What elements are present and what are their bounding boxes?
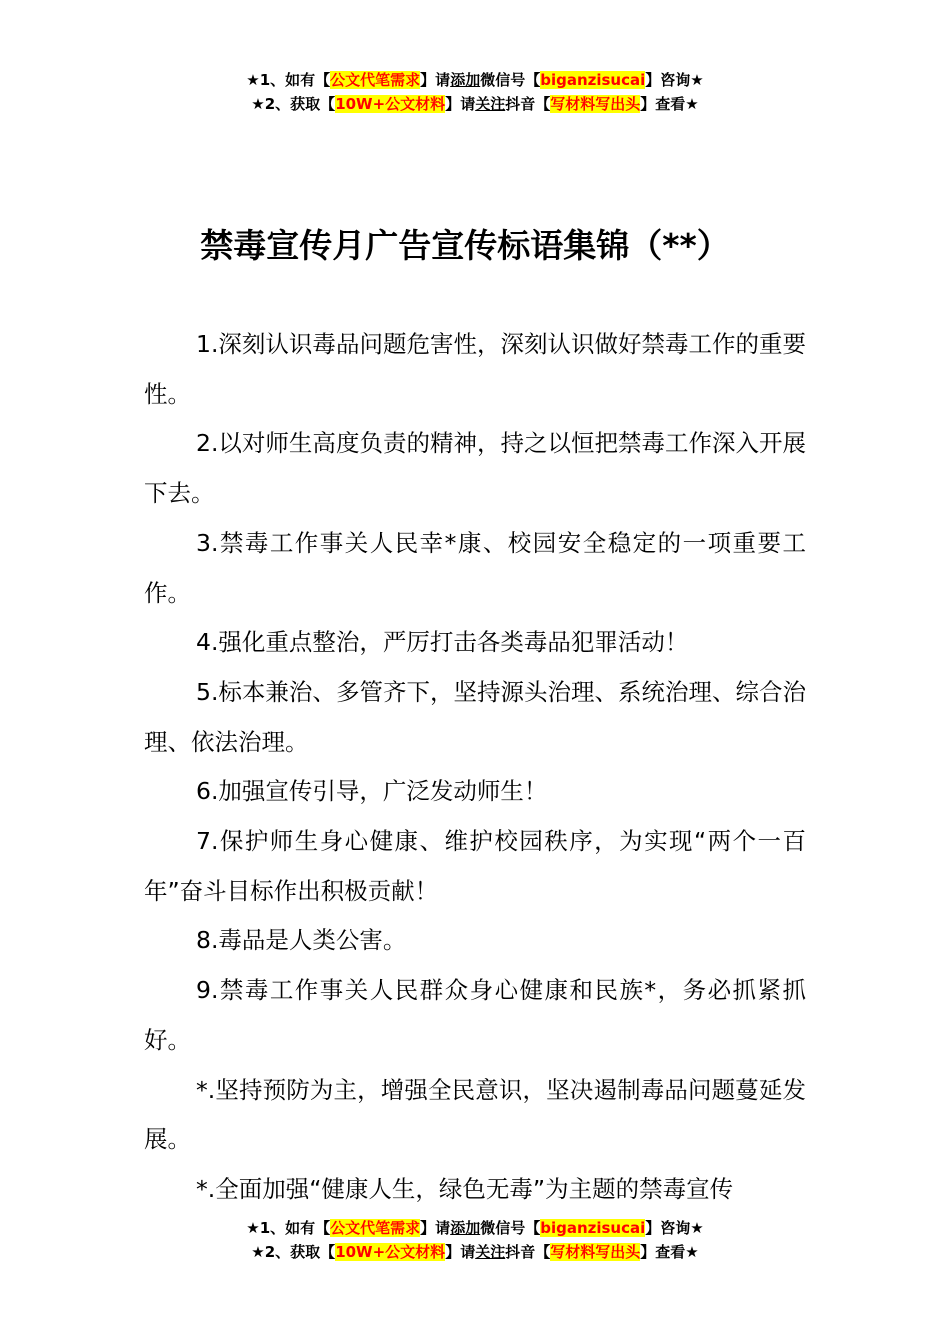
highlight-materials: 10W+公文材料 [335,95,446,113]
document-body [144,320,806,1215]
highlight-materials: 10W+公文材料 [335,1243,446,1261]
highlight-service: 公文代笔需求 [330,71,421,89]
paragraph-1: 1.深刻认识毒品问题危害性，深刻认识做好禁毒工作的重要性。 [144,330,806,408]
banner-line-2 [0,1240,950,1264]
highlight-douyin-account: 写材料写出头 [550,95,641,113]
banner-text: 】查看★ [640,1243,699,1261]
paragraph-2: 2.以对师生高度负责的精神，持之以恒把禁毒工作深入开展下去。 [144,429,806,508]
underline-follow: 关注 [475,95,506,113]
banner-line-2 [0,92,950,116]
banner-text: ★1、如有【 [246,1219,331,1237]
paragraph-3: 3.禁毒工作事关人民幸*康、校园安全稳定的一项重要工作。 [144,528,806,607]
highlight-wechat-id: biganzisucai [540,1219,646,1237]
paragraph-11: *.全面加强“健康人生，绿色无毒”为主题的禁毒宣传 [196,1174,734,1203]
highlight-douyin-account: 写材料写出头 [550,1243,641,1261]
banner-text: 抖音【 [505,95,551,113]
banner-text: 抖音【 [505,1243,551,1261]
underline-add: 添加 [450,71,481,89]
underline-follow: 关注 [475,1243,506,1261]
banner-text: ★2、获取【 [251,1243,336,1261]
banner-text: 】请 [420,71,451,89]
paragraph-5: 5.标本兼治、多管齐下，坚持源头治理、系统治理、综合治理、依法治理。 [144,677,806,756]
header-banner [0,68,950,116]
paragraph-10: *.坚持预防为主，增强全民意识，坚决遏制毒品问题蔓延发展。 [144,1075,806,1154]
banner-line-1 [0,68,950,92]
banner-text: 】查看★ [640,95,699,113]
paragraph-6: 6.加强宣传引导，广泛发动师生！ [196,777,548,806]
paragraph-7: 7.保护师生身心健康、维护校园秩序，为实现“两个一百年”奋斗目标作出积极贡献！ [144,827,806,905]
banner-text: 】请 [420,1219,451,1237]
banner-text: 】咨询★ [645,71,704,89]
page-title: 禁毒宣传月广告宣传标语集锦（**） [200,226,730,265]
banner-text: 微信号【 [480,1219,541,1237]
banner-text: 微信号【 [480,71,541,89]
banner-line-1 [0,1216,950,1240]
banner-text: 】咨询★ [645,1219,704,1237]
paragraph-4: 4.强化重点整治，严厉打击各类毒品犯罪活动！ [196,628,689,657]
banner-text: 】请 [445,1243,476,1261]
highlight-wechat-id: biganzisucai [540,71,646,89]
banner-text: ★2、获取【 [251,95,336,113]
highlight-service: 公文代笔需求 [330,1219,421,1237]
paragraph-8: 8.毒品是人类公害。 [196,926,407,955]
underline-add: 添加 [450,1219,481,1237]
footer-banner [0,1216,950,1264]
banner-text: 】请 [445,95,476,113]
banner-text: ★1、如有【 [246,71,331,89]
paragraph-9: 9.禁毒工作事关人民群众身心健康和民族*，务必抓紧抓好。 [144,976,806,1054]
